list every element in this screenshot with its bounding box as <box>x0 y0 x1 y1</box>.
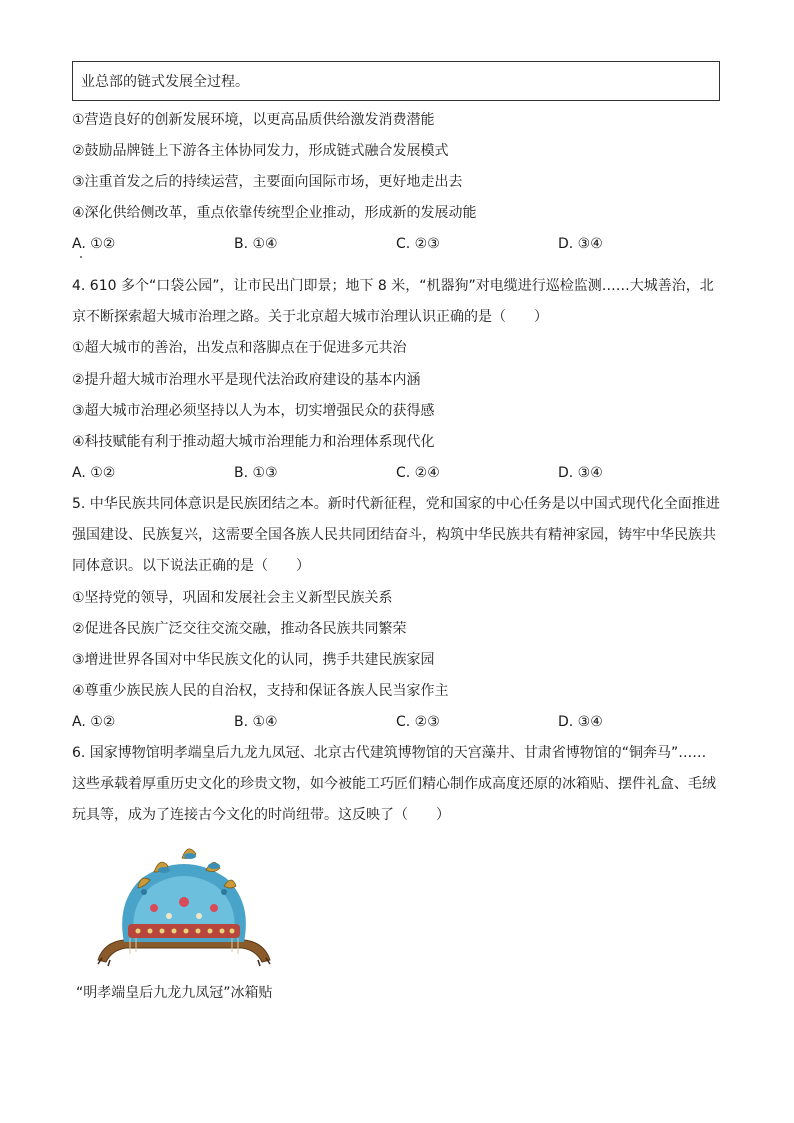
q6-stem-line3: 玩具等，成为了连接古今文化的时尚纽带。这反映了（ ） <box>72 807 450 823</box>
q3-options <box>72 234 724 254</box>
q5-option-b[interactable]: B. ①④ <box>234 714 278 730</box>
q3-item-3: ③注重首发之后的持续运营，主要面向国际市场，更好地走出去 <box>72 174 463 190</box>
q5-option-a[interactable]: A. ①② <box>72 714 116 730</box>
q5-item-2: ②促进各民族广泛交往交流交融，推动各民族共同繁荣 <box>72 621 407 637</box>
phoenix-crown-fridge-magnet-image <box>94 842 274 972</box>
q5-item-1: ①坚持党的领导，巩固和发展社会主义新型民族关系 <box>72 590 393 606</box>
q4-option-d[interactable]: D. ③④ <box>558 465 603 481</box>
q4-option-b[interactable]: B. ①③ <box>234 465 278 481</box>
q3-item-1: ①营造良好的创新发展环境，以更高品质供给激发消费潜能 <box>72 112 435 128</box>
q4-item-4: ④科技赋能有利于推动超大城市治理能力和治理体系现代化 <box>72 434 435 450</box>
stray-dot <box>80 256 82 258</box>
box-text: 业总部的链式发展全过程。 <box>81 74 249 90</box>
image-caption: “明孝端皇后九龙九凤冠”冰箱贴 <box>76 985 273 1001</box>
q5-option-c[interactable]: C. ②③ <box>396 714 440 730</box>
q4-stem-line1: 4. 610 多个“口袋公园”，让市民出门即景；地下 8 米，“机器狗”对电缆进行巡检监测……大城善治，北 <box>72 278 714 294</box>
q4-stem-line2: 京不断探索超大城市治理之路。关于北京超大城市治理认识正确的是（ ） <box>72 309 548 325</box>
q3-option-b[interactable]: B. ①④ <box>234 236 278 252</box>
q3-option-a[interactable]: A. ①② <box>72 236 116 252</box>
q5-stem-line2: 强国建设、民族复兴，这需要全国各族人民共同团结奋斗，构筑中华民族共有精神家园，铸牢中华民族共 <box>72 527 716 543</box>
q4-item-3: ③超大城市治理必须坚持以人为本，切实增强民众的获得感 <box>72 403 435 419</box>
q4-item-1: ①超大城市的善治，出发点和落脚点在于促进多元共治 <box>72 340 407 356</box>
q3-item-4: ④深化供给侧改革，重点依靠传统型企业推动，形成新的发展动能 <box>72 205 477 221</box>
q6-stem-line2: 这些承载着厚重历史文化的珍贵文物，如今被能工巧匠们精心制作成高度还原的冰箱贴、摆件礼盒、毛绒 <box>72 776 716 792</box>
exam-page <box>72 0 724 1123</box>
q6-stem-line1: 6. 国家博物馆明孝端皇后九龙九凤冠、北京古代建筑博物馆的天宫藻井、甘肃省博物馆的“铜奔马”…… <box>72 745 707 761</box>
q5-stem-line1: 5. 中华民族共同体意识是民族团结之本。新时代新征程，党和国家的中心任务是以中国式现代化全面推进 <box>72 496 720 512</box>
q5-option-d[interactable]: D. ③④ <box>558 714 603 730</box>
q5-item-3: ③增进世界各国对中华民族文化的认同，携手共建民族家园 <box>72 652 435 668</box>
q4-options <box>72 463 724 483</box>
q3-item-2: ②鼓励品牌链上下游各主体协同发力，形成链式融合发展模式 <box>72 143 449 159</box>
q3-option-d[interactable]: D. ③④ <box>558 236 603 252</box>
q5-stem-line3: 同体意识。以下说法正确的是（ ） <box>72 558 310 574</box>
bordered-text-box <box>72 61 720 101</box>
q5-options <box>72 712 724 732</box>
q5-item-4: ④尊重少族民族人民的自治权，支持和保证各族人民当家作主 <box>72 683 449 699</box>
q4-item-2: ②提升超大城市治理水平是现代法治政府建设的基本内涵 <box>72 372 421 388</box>
q3-option-c[interactable]: C. ②③ <box>396 236 440 252</box>
q4-option-a[interactable]: A. ①② <box>72 465 116 481</box>
q4-option-c[interactable]: C. ②④ <box>396 465 440 481</box>
